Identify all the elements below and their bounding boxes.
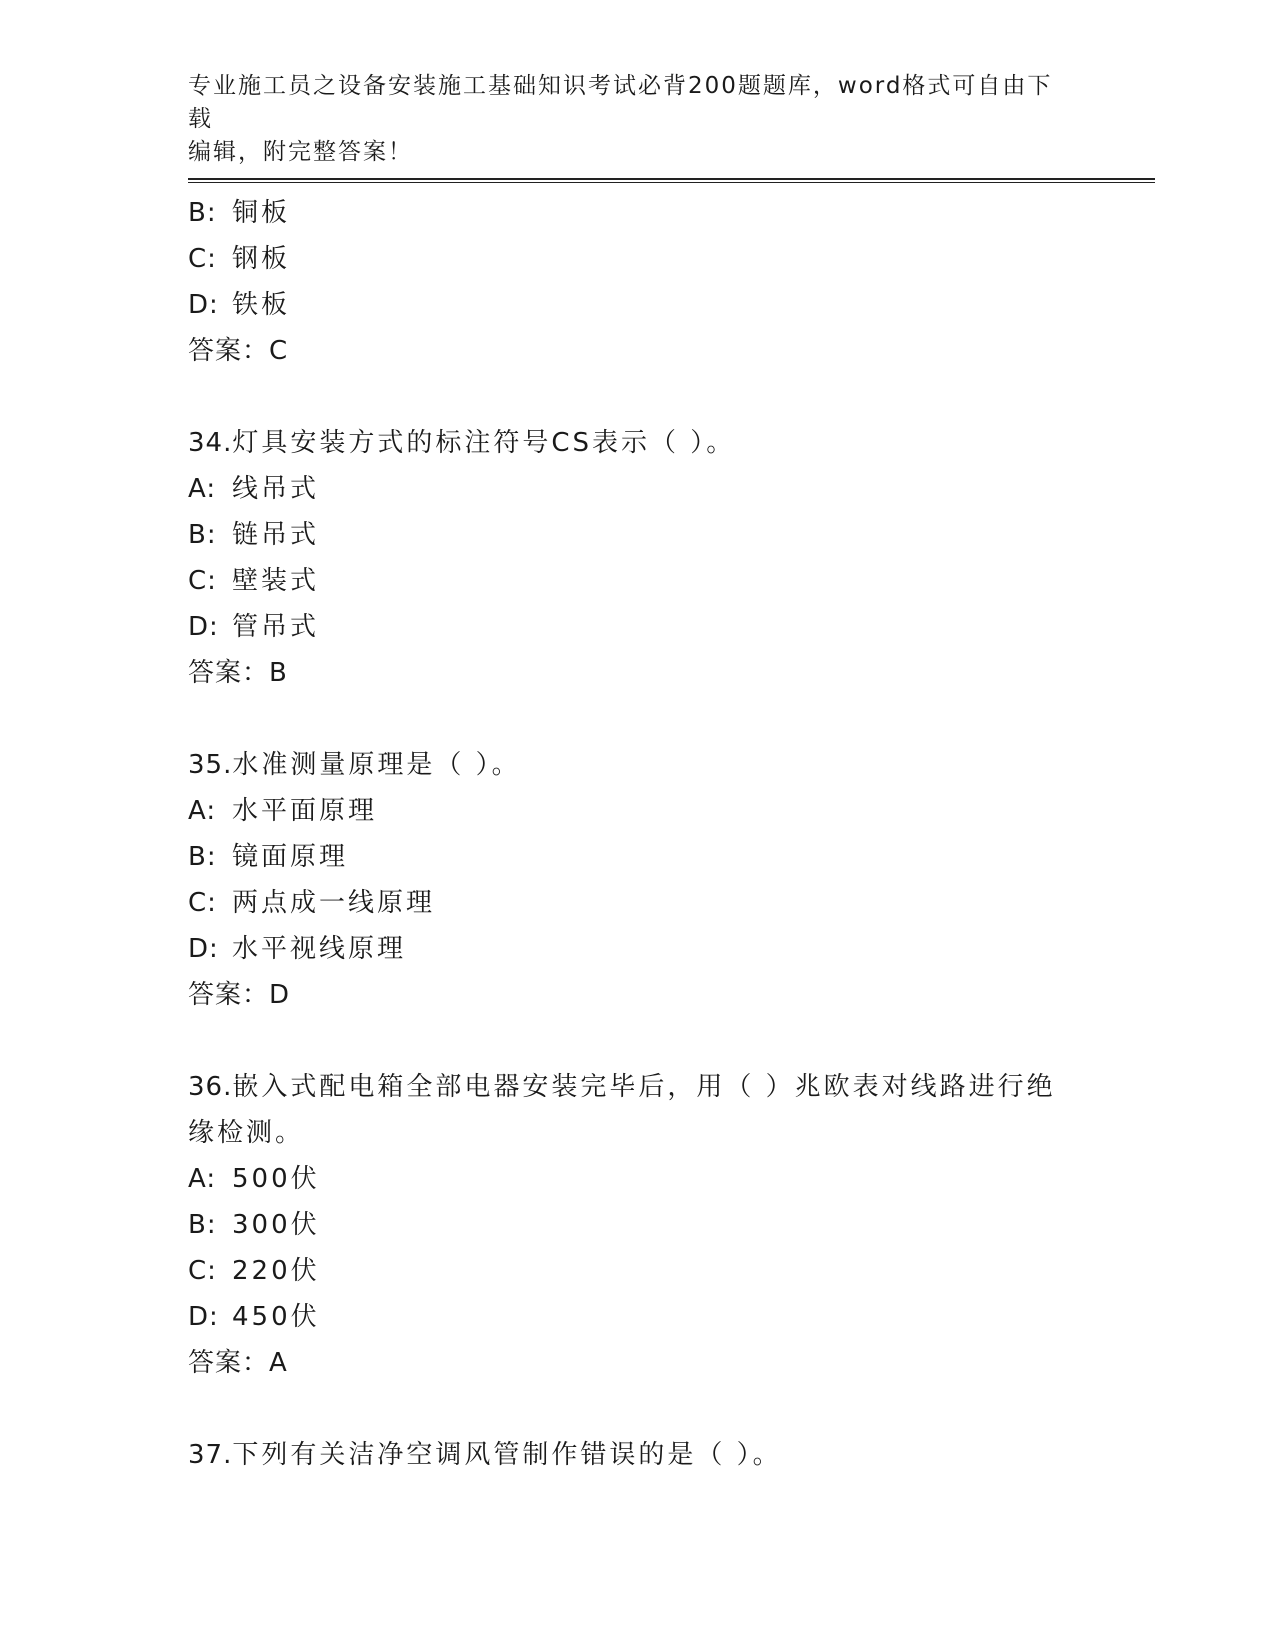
question-number: 34.	[188, 428, 233, 458]
answer-label: 答案：	[188, 1348, 270, 1378]
question-number: 36.	[188, 1072, 233, 1102]
header-divider-thin	[188, 182, 1155, 183]
option-letter: B:	[188, 198, 217, 228]
answer-label: 答案：	[188, 980, 270, 1010]
option-a	[188, 788, 1088, 834]
option-letter: A:	[188, 474, 217, 504]
option-text: 管吊式	[232, 612, 320, 642]
question-stem-continued	[188, 1110, 1088, 1156]
option-letter: D:	[188, 1302, 219, 1332]
option-letter: B:	[188, 520, 217, 550]
option-letter: C:	[188, 244, 217, 274]
option-text: 220伏	[232, 1256, 320, 1286]
option-letter: B:	[188, 1210, 217, 1240]
option-b	[188, 190, 1088, 236]
question-number: 37.	[188, 1440, 233, 1470]
option-d	[188, 604, 1088, 650]
option-b	[188, 512, 1088, 558]
answer-label: 答案：	[188, 336, 270, 366]
question-stem	[188, 1064, 1088, 1110]
answer-value: C	[269, 336, 289, 366]
question-34	[188, 420, 1088, 696]
question-text: 下列有关洁净空调风管制作错误的是（ ）。	[232, 1440, 782, 1470]
option-text: 壁装式	[232, 566, 320, 596]
option-text: 水平面原理	[232, 796, 378, 826]
option-c	[188, 1248, 1088, 1294]
answer-value: B	[269, 658, 288, 688]
header-title-line-1: 专业施工员之设备安装施工基础知识考试必背200题题库，word格式可自由下载	[188, 73, 1053, 132]
option-a	[188, 1156, 1088, 1202]
question-stem	[188, 420, 1088, 466]
header-title-line-2: 编辑，附完整答案！	[188, 139, 413, 165]
option-text: 铁板	[232, 290, 291, 320]
option-text: 铜板	[232, 198, 291, 228]
option-text: 镜面原理	[232, 842, 349, 872]
option-letter: A:	[188, 796, 217, 826]
question-text: 灯具安装方式的标注符号CS表示（ ）。	[232, 428, 736, 458]
option-text: 水平视线原理	[232, 934, 407, 964]
option-letter: C:	[188, 566, 217, 596]
question-stem	[188, 742, 1088, 788]
option-letter: D:	[188, 612, 219, 642]
option-a	[188, 466, 1088, 512]
question-text: 缘检测。	[188, 1118, 305, 1148]
option-c	[188, 236, 1088, 282]
question-list	[188, 190, 1088, 1478]
question-36	[188, 1064, 1088, 1386]
option-text: 500伏	[232, 1164, 320, 1194]
option-text: 300伏	[232, 1210, 320, 1240]
option-b	[188, 1202, 1088, 1248]
option-b	[188, 834, 1088, 880]
spacer	[188, 1386, 1088, 1432]
question-stem	[188, 1432, 1088, 1478]
option-letter: D:	[188, 290, 219, 320]
option-letter: B:	[188, 842, 217, 872]
option-letter: C:	[188, 1256, 217, 1286]
option-letter: A:	[188, 1164, 217, 1194]
spacer	[188, 374, 1088, 420]
question-number: 35.	[188, 750, 233, 780]
option-text: 线吊式	[232, 474, 320, 504]
answer-label: 答案：	[188, 658, 270, 688]
option-text: 链吊式	[232, 520, 320, 550]
answer-value: A	[269, 1348, 288, 1378]
answer-line	[188, 328, 1088, 374]
question-partial	[188, 190, 1088, 374]
spacer	[188, 696, 1088, 742]
option-text: 两点成一线原理	[232, 888, 436, 918]
answer-line	[188, 1340, 1088, 1386]
option-letter: D:	[188, 934, 219, 964]
option-letter: C:	[188, 888, 217, 918]
option-d	[188, 1294, 1088, 1340]
spacer	[188, 1018, 1088, 1064]
option-d	[188, 282, 1088, 328]
answer-line	[188, 650, 1088, 696]
question-text: 水准测量原理是（ ）。	[232, 750, 521, 780]
question-37	[188, 1432, 1088, 1478]
option-text: 钢板	[232, 244, 291, 274]
option-c	[188, 880, 1088, 926]
answer-value: D	[269, 980, 291, 1010]
document-header	[188, 70, 1068, 169]
option-c	[188, 558, 1088, 604]
header-divider-thick	[188, 178, 1155, 180]
question-35	[188, 742, 1088, 1018]
answer-line	[188, 972, 1088, 1018]
option-text: 450伏	[232, 1302, 320, 1332]
option-d	[188, 926, 1088, 972]
question-text: 嵌入式配电箱全部电器安装完毕后，用（ ）兆欧表对线路进行绝	[232, 1072, 1056, 1102]
